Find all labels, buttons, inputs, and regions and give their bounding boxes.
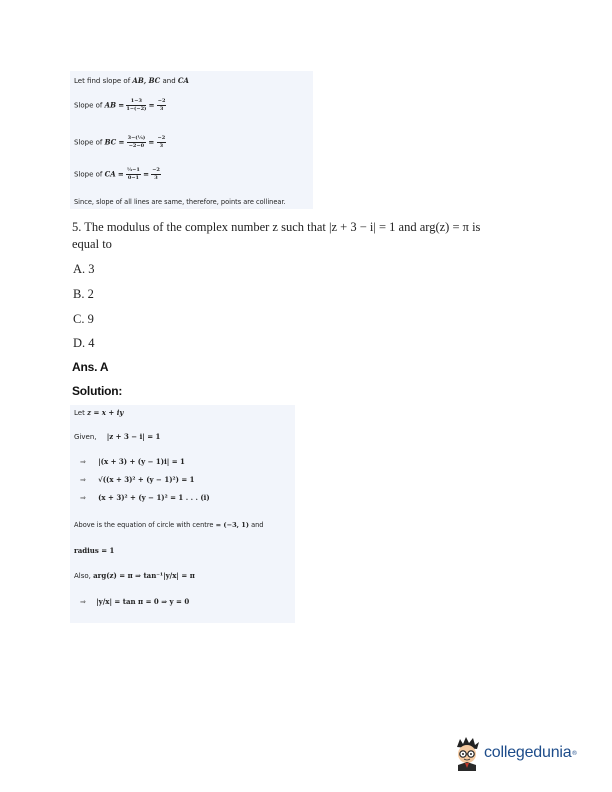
given-line <box>74 432 160 441</box>
radius-expression: radius = 1 <box>74 546 115 555</box>
mascot-icon <box>452 735 482 771</box>
slope-ab-denominator: 1−(−2) <box>126 106 147 112</box>
step-1-line <box>80 457 185 466</box>
slope-ab-line: Slope of AB = $\frac{1-3}{1-(-2)}$ = $\frac{-2}{3}$ <box>74 98 166 112</box>
question-line-2: equal to <box>72 237 112 251</box>
slope-ab-label: Slope of <box>74 101 103 110</box>
slope-bc-result-den: 3 <box>159 143 164 149</box>
brand-trademark: ® <box>571 749 578 757</box>
slope-bc-label: Slope of <box>74 138 103 147</box>
circle-center: = (−3, 1) <box>215 521 249 529</box>
step-3-arrow: ⇒ <box>80 494 86 502</box>
slope-ab-result <box>157 99 167 112</box>
step-2-arrow: ⇒ <box>80 476 86 484</box>
step-2-expression: √((x + 3)² + (y − 1)²) = 1 <box>98 475 195 484</box>
step-2-line <box>80 475 195 484</box>
slope-ab-fraction <box>126 99 146 112</box>
solution-panel <box>70 405 295 623</box>
slope-intro-vars: AB, BC <box>132 76 161 85</box>
slope-bc-result <box>157 136 167 149</box>
slope-ca-var: CA <box>104 169 116 179</box>
slope-bc-denominator: −2−0 <box>128 143 145 149</box>
slope-ca-result <box>151 168 161 181</box>
slope-ca-result-num: −2 <box>152 167 160 173</box>
option-c: C. 9 <box>73 312 94 326</box>
question-line-1: 5. The modulus of the complex number z such that |z + 3 − i| = 1 and arg(z) = π is <box>72 220 481 234</box>
solution-heading: Solution: <box>72 384 123 398</box>
circle-and: and <box>251 521 264 529</box>
slope-bc-numerator: 3−(⅓) <box>127 135 146 141</box>
slope-intro-and: and <box>162 77 176 85</box>
slope-ca-fraction <box>126 168 141 181</box>
slope-bc-line: Slope of BC = $\frac{\text{3−(⅓)}}{-2-0}$ = $\frac{-2}{3}$ <box>74 135 166 149</box>
slope-bc-result-num: −2 <box>157 135 166 141</box>
let-line <box>74 408 123 417</box>
option-b: B. 2 <box>73 287 94 301</box>
slope-ca-denominator: 0−1 <box>127 175 139 181</box>
option-a: A. 3 <box>73 262 95 276</box>
given-label: Given, <box>74 433 97 441</box>
slope-intro <box>74 76 189 85</box>
answer-label: Ans. A <box>72 360 109 374</box>
slope-ca-result-den: 3 <box>154 175 158 181</box>
step-1-arrow: ⇒ <box>80 458 86 466</box>
slope-bc-var: BC <box>104 137 117 147</box>
given-expression: |z + 3 − i| = 1 <box>106 432 161 441</box>
slope-ca-line: Slope of CA = $\frac{\text{⅓−1}}{0-1}$ = $\frac{-2}{3}$ <box>74 167 160 181</box>
also-label: Also, <box>74 572 91 580</box>
step-3-line <box>80 493 210 502</box>
slope-intro-text: Let find slope of <box>74 77 131 85</box>
slope-bc-fraction <box>127 136 147 149</box>
circle-line <box>74 521 263 529</box>
let-label: Let <box>74 409 85 417</box>
circle-text: Above is the equation of circle with centre <box>74 521 214 529</box>
slope-ab-result-num: −2 <box>157 98 166 104</box>
slope-ca-numerator: ⅓−1 <box>127 167 140 173</box>
slope-ca-label: Slope of <box>74 170 103 179</box>
slope-panel <box>70 71 313 209</box>
arg-line <box>74 571 195 580</box>
let-expression: z = x + iy <box>87 408 124 417</box>
slope-conclusion: Since, slope of all lines are same, therefore, points are collinear. <box>74 198 286 206</box>
slope-ab-numerator: 1−3 <box>126 99 146 106</box>
option-d: D. 4 <box>73 336 95 350</box>
arg-expression: arg(z) = π ⇒ tan⁻¹|y/x| = π <box>93 571 195 580</box>
final-line <box>80 597 189 606</box>
brand-name: collegedunia <box>484 744 572 761</box>
slope-ab-result-den: 3 <box>159 106 164 112</box>
slope-intro-last: CA <box>177 76 189 85</box>
collegedunia-logo <box>452 735 577 771</box>
step-3-expression: (x + 3)² + (y − 1)² = 1 . . . (i) <box>98 493 210 502</box>
step-1-expression: |(x + 3) + (y − 1)i| = 1 <box>98 457 185 466</box>
final-arrow: ⇒ <box>80 598 86 606</box>
final-expression: |y/x| = tan π = 0 ⇒ y = 0 <box>96 597 190 606</box>
slope-ab-var: AB <box>104 100 116 110</box>
